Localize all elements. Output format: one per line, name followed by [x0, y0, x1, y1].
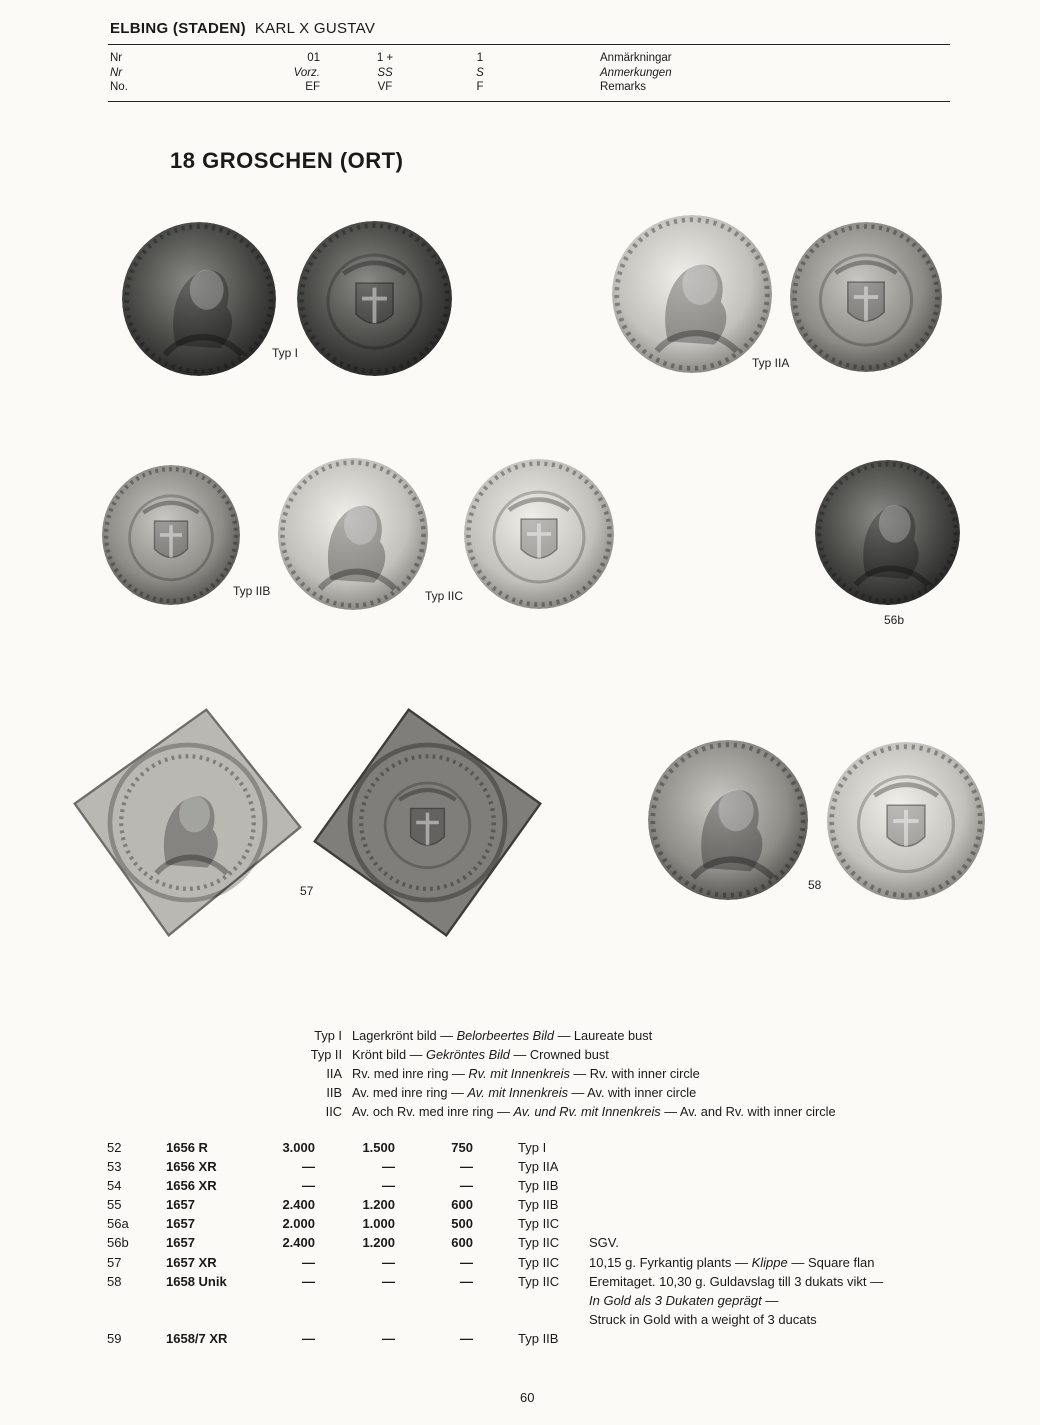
legend-text: Av. med inre ring — Av. mit Innenkreis — Av. with inner circle [352, 1085, 697, 1100]
row-nr: 59 [107, 1331, 122, 1346]
legend-label: IIC [325, 1104, 342, 1119]
caption-typ-iib: Typ IIB [233, 584, 271, 598]
row-price-1plus: — [382, 1331, 395, 1346]
caption-typ-iic: Typ IIC [425, 589, 464, 603]
row-price-1: — [460, 1274, 473, 1289]
row-price-1: 750 [451, 1140, 473, 1155]
row-price-1: 600 [451, 1235, 473, 1250]
row-type: Typ IIB [518, 1178, 559, 1193]
row-price-01: 2.400 [282, 1197, 315, 1212]
row-type: Typ IIC [518, 1274, 560, 1289]
row-price-01: 3.000 [282, 1140, 315, 1155]
table-row [0, 1197, 1040, 1216]
table-row [0, 1293, 1040, 1312]
row-price-1: — [460, 1331, 473, 1346]
legend-text: Lagerkrönt bild — Belorbeertes Bild — Laureate bust [352, 1028, 653, 1043]
col-1plus-de: SS [377, 66, 393, 79]
legend-label: IIB [326, 1085, 342, 1100]
caption-typ-iia: Typ IIA [752, 356, 790, 370]
legend-label: Typ II [310, 1047, 342, 1062]
row-price-1plus: 1.200 [362, 1235, 395, 1250]
row-nr: 56b [107, 1235, 129, 1250]
coin-56b-obverse [815, 460, 960, 605]
col-remarks-sv: Anmärkningar [600, 52, 672, 64]
legend-text: Av. och Rv. med inre ring — Av. und Rv. mit Innenkreis — Av. and Rv. with inner circle [352, 1104, 836, 1119]
row-price-1: — [460, 1178, 473, 1193]
row-price-1: 500 [451, 1216, 473, 1231]
header-title-bold: ELBING (STADEN) [110, 20, 246, 37]
legend-text: Krönt bild — Gekröntes Bild — Crowned bust [352, 1047, 609, 1062]
section-title: 18 GROSCHEN (ORT) [170, 148, 404, 173]
row-price-1: — [460, 1255, 473, 1270]
coin-typ-i-obverse [122, 222, 276, 376]
caption-typ-i: Typ I [272, 346, 299, 360]
col-1plus-en: VF [377, 81, 393, 93]
row-price-1plus: 1.000 [362, 1216, 395, 1231]
table-row [0, 1235, 1040, 1254]
col-nr-sv: Nr [110, 52, 123, 64]
row-price-01: 2.400 [282, 1235, 315, 1250]
row-year: 1658 Unik [166, 1274, 227, 1289]
col-1-en: F [476, 81, 484, 93]
row-year: 1658/7 XR [166, 1331, 228, 1346]
table-row [0, 1274, 1040, 1293]
row-nr: 52 [107, 1140, 122, 1155]
col-header-01 [270, 51, 320, 95]
table-row [0, 1140, 1040, 1159]
row-price-1: 600 [451, 1197, 473, 1212]
col-header-1 [465, 51, 495, 95]
table-row [0, 1312, 1040, 1331]
col-header-nr [110, 51, 128, 95]
row-year: 1656 XR [166, 1159, 217, 1174]
legend-label: Typ I [314, 1028, 342, 1043]
row-price-1plus: — [382, 1178, 395, 1193]
coin-typ-iia-obverse [612, 215, 772, 373]
row-type: Typ IIC [518, 1216, 560, 1231]
row-price-1plus: 1.500 [362, 1140, 395, 1155]
caption-56b: 56b [884, 613, 905, 627]
table-row [0, 1255, 1040, 1274]
row-year: 1656 R [166, 1140, 208, 1155]
row-remark: In Gold als 3 Dukaten geprägt — [589, 1293, 779, 1308]
row-year: 1656 XR [166, 1178, 217, 1193]
row-remark: SGV. [589, 1235, 619, 1250]
row-type: Typ IIC [518, 1255, 560, 1270]
row-price-01: — [302, 1255, 315, 1270]
page-number: 60 [520, 1390, 535, 1405]
col-header-remarks [600, 51, 672, 95]
col-remarks-de: Anmerkungen [600, 66, 672, 79]
col-1-sv: 1 [476, 52, 484, 64]
table-row [0, 1159, 1040, 1178]
col-1-de: S [476, 66, 484, 79]
row-year: 1657 XR [166, 1255, 217, 1270]
col-nr-de: Nr [110, 66, 123, 79]
legend-label: IIA [326, 1066, 342, 1081]
row-type: Typ IIC [518, 1235, 560, 1250]
row-remark: Eremitaget. 10,30 g. Guldavslag till 3 dukats vikt — [589, 1274, 884, 1289]
coin-typ-iia-reverse [790, 222, 942, 372]
row-type: Typ IIA [518, 1159, 559, 1174]
row-type: Typ IIB [518, 1197, 559, 1212]
coin-typ-i-reverse [297, 221, 452, 376]
row-nr: 58 [107, 1274, 122, 1289]
coin-58-obverse [648, 740, 808, 900]
row-type: Typ IIB [518, 1331, 559, 1346]
row-price-1plus: — [382, 1159, 395, 1174]
row-remark: 10,15 g. Fyrkantig plants — Klippe — Square flan [589, 1255, 875, 1270]
row-year: 1657 [166, 1197, 195, 1212]
row-price-01: — [302, 1331, 315, 1346]
col-header-1plus [360, 51, 410, 95]
col-01-sv: 01 [307, 52, 320, 64]
row-year: 1657 [166, 1216, 195, 1231]
row-type: Typ I [518, 1140, 547, 1155]
coin-57-klippe-reverse [310, 705, 545, 940]
table-row [0, 1178, 1040, 1197]
col-01-de: Vorz. [293, 66, 320, 79]
header-top-rule [108, 44, 950, 45]
coin-typ-iib-obverse [278, 458, 428, 610]
col-01-en: EF [305, 81, 320, 93]
catalogue-table [0, 1140, 1040, 1360]
coin-typ-iib-reverse [102, 465, 240, 605]
row-price-01: — [302, 1159, 315, 1174]
row-nr: 54 [107, 1178, 122, 1193]
caption-57: 57 [300, 884, 314, 898]
row-price-1plus: — [382, 1274, 395, 1289]
row-nr: 55 [107, 1197, 122, 1212]
row-nr: 56a [107, 1216, 129, 1231]
row-price-1: — [460, 1159, 473, 1174]
row-year: 1657 [166, 1235, 195, 1250]
page-header-title [110, 20, 375, 37]
row-nr: 57 [107, 1255, 122, 1270]
row-price-1plus: 1.200 [362, 1197, 395, 1212]
coin-typ-iic-reverse [464, 459, 614, 609]
header-title-rest: KARL X GUSTAV [254, 20, 376, 37]
header-bottom-rule [108, 101, 950, 102]
col-1plus-sv: 1 + [376, 52, 394, 64]
col-remarks-en: Remarks [600, 81, 647, 93]
coin-57-klippe-obverse [70, 705, 305, 940]
row-nr: 53 [107, 1159, 122, 1174]
type-legend [282, 1028, 982, 1128]
col-nr-en: No. [110, 81, 128, 93]
caption-58: 58 [808, 878, 822, 892]
row-remark: Struck in Gold with a weight of 3 ducats [589, 1312, 817, 1327]
row-price-1plus: — [382, 1255, 395, 1270]
row-price-01: — [302, 1178, 315, 1193]
table-row [0, 1216, 1040, 1235]
table-row [0, 1331, 1040, 1350]
row-price-01: 2.000 [282, 1216, 315, 1231]
legend-text: Rv. med inre ring — Rv. mit Innenkreis — Rv. with inner circle [352, 1066, 700, 1081]
row-price-01: — [302, 1274, 315, 1289]
coin-58-reverse [827, 742, 985, 900]
